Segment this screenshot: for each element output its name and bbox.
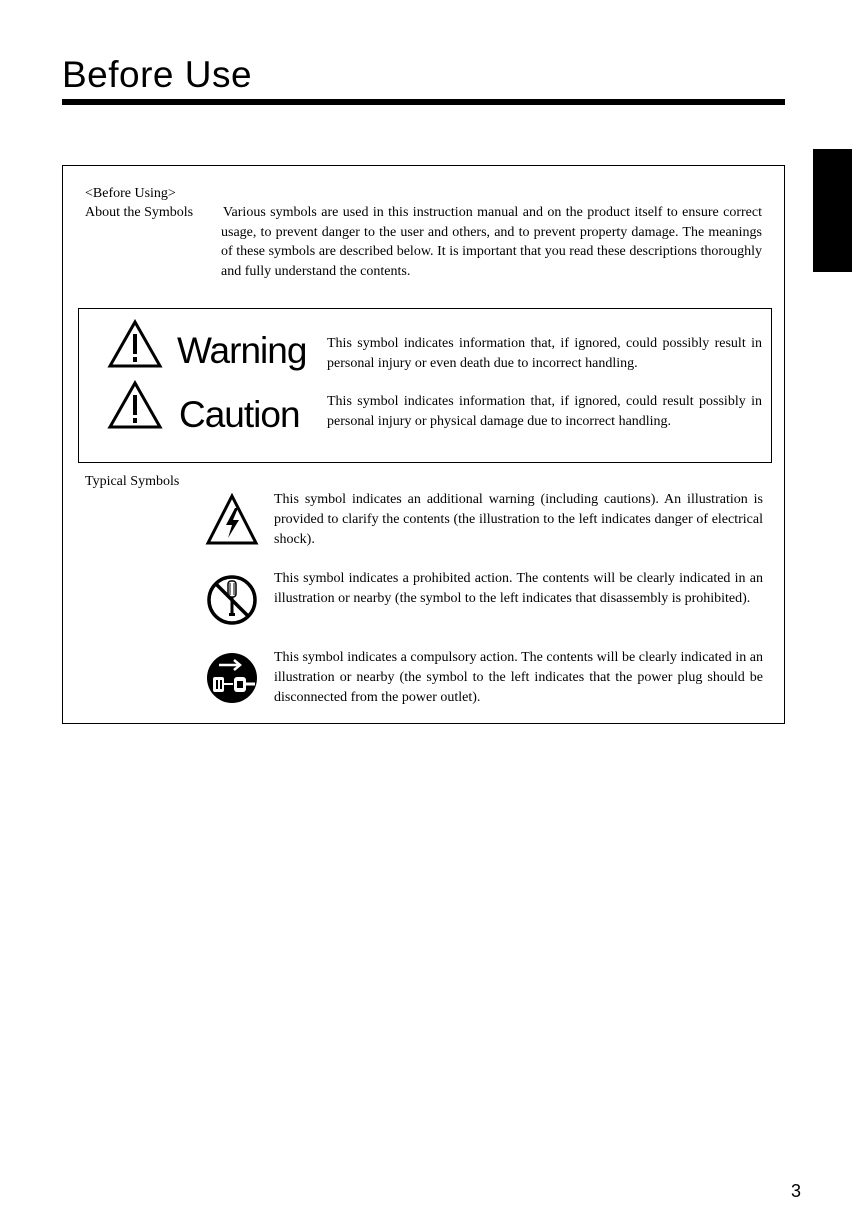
unplug-power-icon — [205, 651, 259, 705]
page-number: 3 — [791, 1181, 802, 1201]
symbols-info-box — [62, 165, 785, 724]
no-disassembly-icon — [205, 573, 259, 627]
caution-description: This symbol indicates information that, if ignored, could result possibly in personal injury or physical damage due to incorrect handling. — [327, 394, 762, 429]
typical-symbols-label: Typical Symbols — [85, 474, 180, 489]
page-title: Before Use — [62, 54, 253, 95]
electrical-shock-description: This symbol indicates an additional warning (including cautions). An illustration is provided to clarify the contents (the illustration to the left indicates danger of electrical shock). — [274, 492, 763, 547]
warning-description: This symbol indicates information that, if ignored, could possibly result in personal injury or even death due to incorrect handling. — [327, 336, 762, 371]
about-symbols-text: Various symbols are used in this instruction manual and on the product itself to ensure correct usage, to prevent danger to the user and others, and to prevent property damage. The meanings of these symbols are described below. It is important that you read these descriptions thoroughly and fully understand the contents. — [221, 205, 762, 279]
about-symbols-label: About the Symbols — [85, 205, 194, 220]
section-edge-tab — [813, 149, 852, 272]
caution-triangle-icon — [107, 380, 163, 430]
warning-signal-word: Warning — [177, 330, 307, 371]
electrical-shock-icon — [205, 493, 259, 547]
caution-signal-word: Caution — [179, 394, 300, 435]
signal-words-box — [78, 308, 772, 463]
before-using-heading: <Before Using> — [85, 186, 176, 201]
no-disassembly-description: This symbol indicates a prohibited action. The contents will be clearly indicated in an illustration or nearby (the symbol to the left indicates that disassembly is prohibited). — [274, 571, 763, 606]
warning-triangle-icon — [107, 319, 163, 369]
unplug-power-description: This symbol indicates a compulsory action. The contents will be clearly indicated in an illustration or nearby (the symbol to the left indicates that the power plug should be disconnected from the power outlet). — [274, 650, 763, 705]
title-rule — [62, 99, 785, 105]
